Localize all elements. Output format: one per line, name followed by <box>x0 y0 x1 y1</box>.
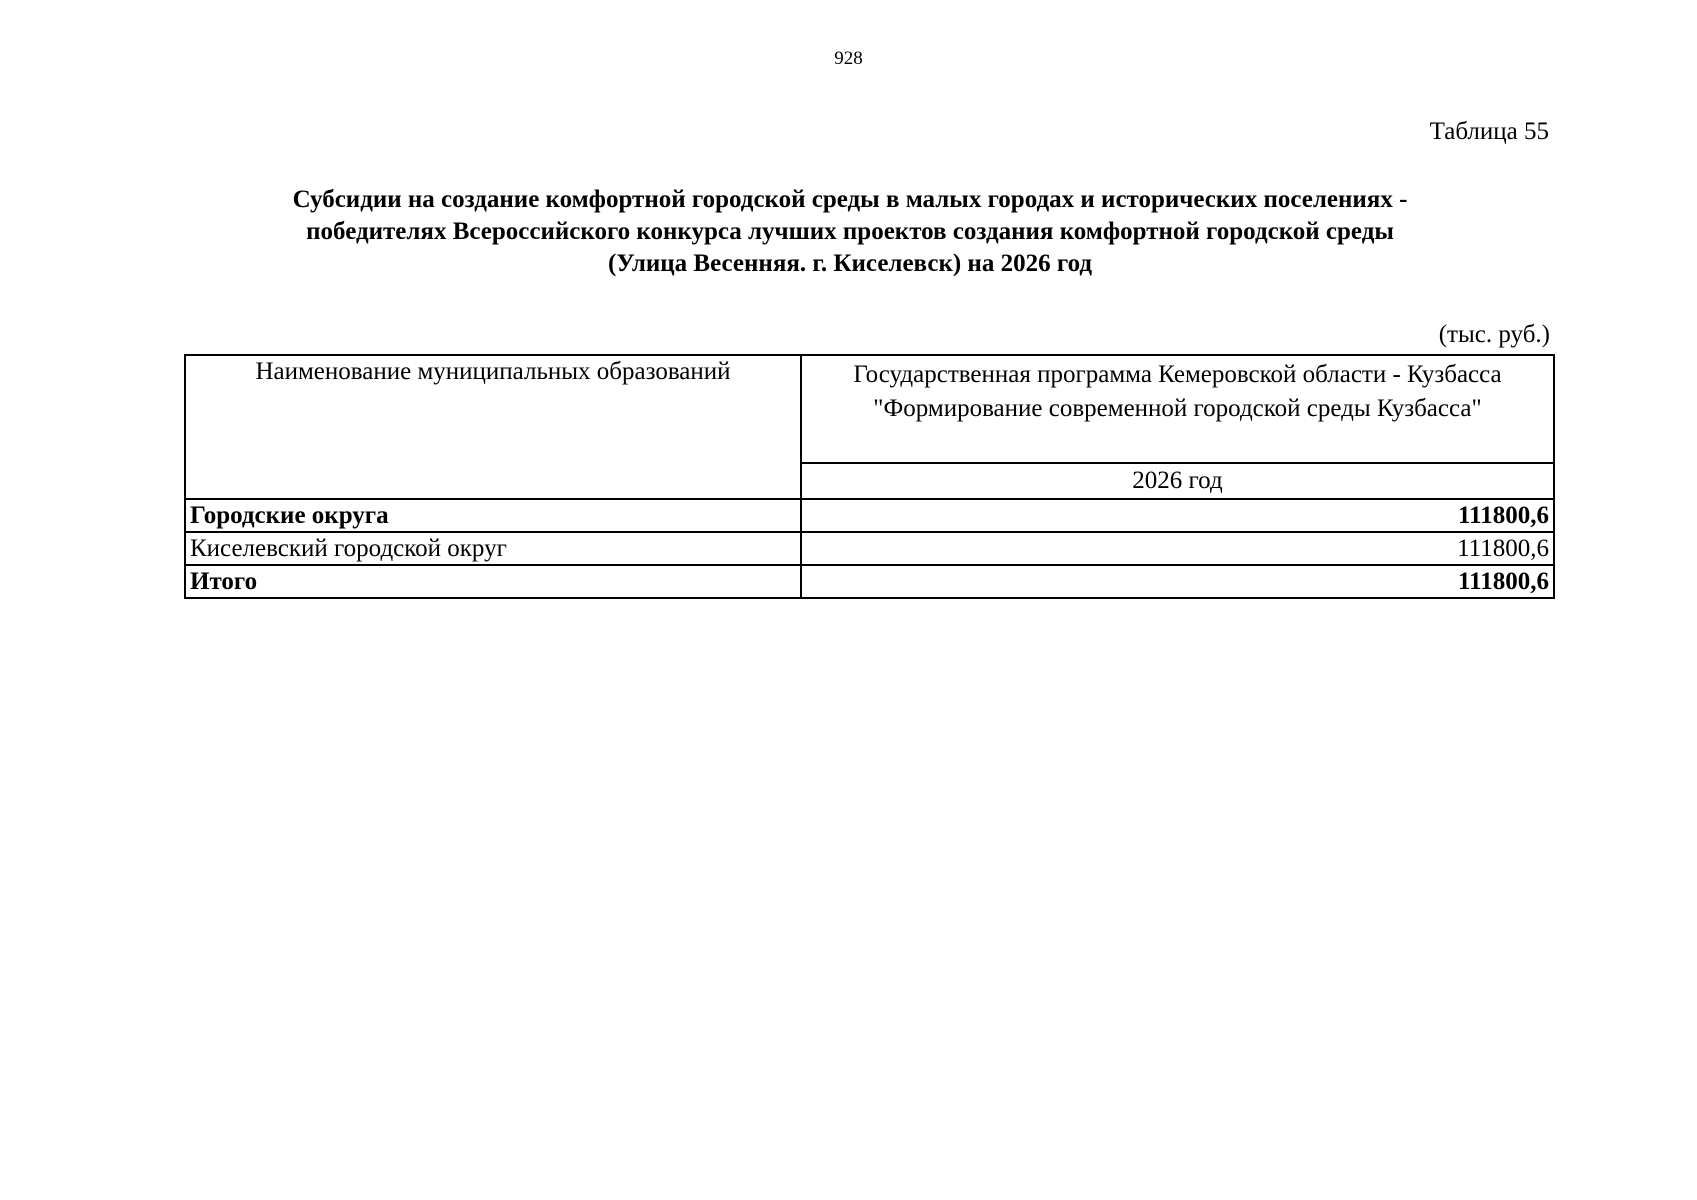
header-program <box>801 355 1554 463</box>
table-row <box>185 499 1554 532</box>
subsidy-table <box>184 354 1555 599</box>
row-value: 111800,6 <box>801 565 1554 598</box>
row-value: 111800,6 <box>801 499 1554 532</box>
units-label: (тыс. руб.) <box>1438 321 1550 348</box>
row-value: 111800,6 <box>801 532 1554 565</box>
row-name: Городские округа <box>185 499 801 532</box>
table-row <box>185 565 1554 598</box>
table-row <box>185 532 1554 565</box>
header-municipality-name: Наименование муниципальных образований <box>185 355 801 499</box>
row-name: Итого <box>185 565 801 598</box>
title-line-1: Субсидии на создание комфортной городской среды в малых городах и исторических поселениях - <box>292 186 1408 213</box>
title-line-3: (Улица Весенняя. г. Киселевск) на 2026 год <box>608 250 1092 277</box>
table-header-row <box>185 355 1554 463</box>
title-line-2: победителях Всероссийского конкурса лучших проектов создания комфортной городской среды <box>306 218 1394 245</box>
header-program-line-1: Государственная программа Кемеровской области - Кузбасса <box>853 361 1502 388</box>
header-program-line-2: "Формирование современной городской среды Кузбасса" <box>873 395 1482 422</box>
header-year: 2026 год <box>801 463 1554 499</box>
row-name: Киселевский городской округ <box>185 532 801 565</box>
document-title <box>150 184 1550 280</box>
table-label: Таблица 55 <box>1429 118 1549 145</box>
page-number: 928 <box>834 48 863 69</box>
